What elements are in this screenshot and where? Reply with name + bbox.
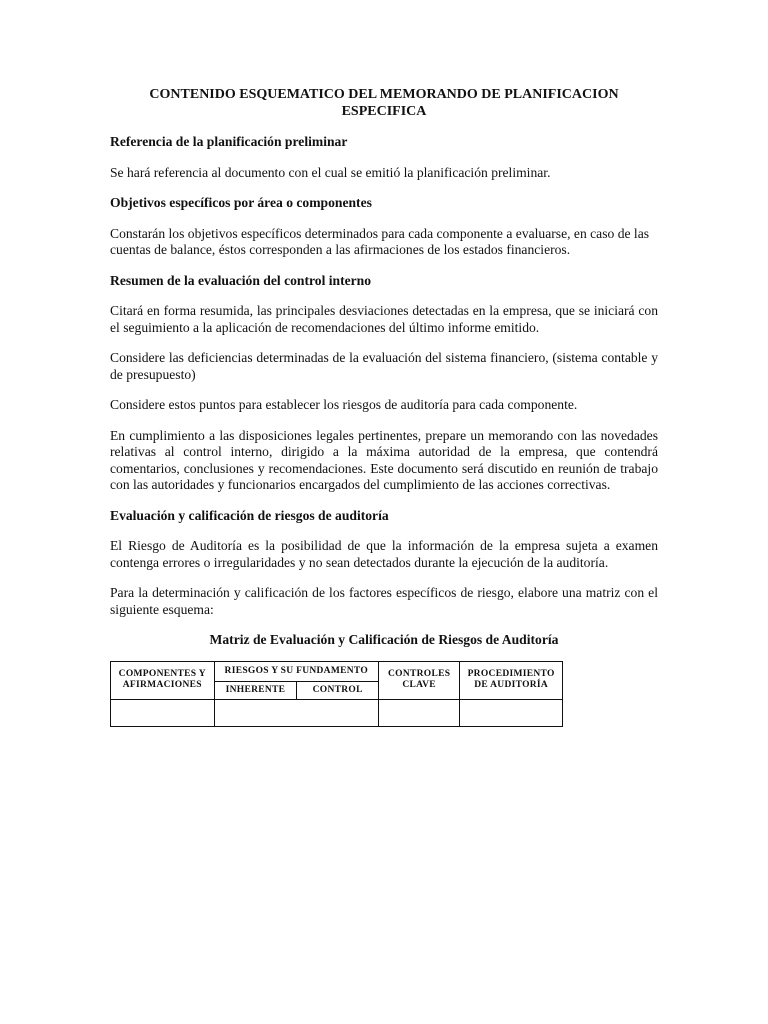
matrix-title: Matriz de Evaluación y Calificación de Riesgos de Auditoría	[209, 632, 559, 647]
section-heading-resumen: Resumen de la evaluación del control interno	[110, 272, 372, 288]
section-paragraph: El Riesgo de Auditoría es la posibilidad de que la información de la empresa sujeta a examen contenga errores o irregularidades y no sean detectados durante la ejecución de la auditoría.	[110, 538, 658, 570]
table-cell	[214, 699, 378, 726]
table-header-row	[111, 661, 563, 681]
section-heading-evaluacion: Evaluación y calificación de riesgos de auditoría	[110, 507, 389, 523]
header-control: CONTROL	[297, 681, 379, 699]
header-componentes: COMPONENTES Y AFIRMACIONES	[111, 661, 215, 699]
section-paragraph: Citará en forma resumida, las principales desviaciones detectadas en la empresa, que se iniciará con el seguimiento a la aplicación de recomendaciones del último informe emitido.	[110, 303, 658, 335]
section-paragraph: Considere estos puntos para establecer los riesgos de auditoría para cada componente.	[110, 397, 578, 412]
section-heading-referencia: Referencia de la planificación preliminar	[110, 134, 348, 149]
section-paragraph: Constarán los objetivos específicos determinados para cada componente a evaluarse, en caso de las cuentas de balance, éstos corresponden a las afirmaciones de los estados financieros.	[110, 225, 650, 257]
table-row	[111, 699, 563, 726]
header-procedimiento: PROCEDIMIENTO DE AUDITORÍA	[460, 661, 563, 699]
table-cell	[379, 699, 460, 726]
section-paragraph: Considere las deficiencias determinadas de la evaluación del sistema financiero, (sistema contable y de presupuesto)	[110, 350, 658, 382]
header-riesgos: RIESGOS Y SU FUNDAMENTO	[214, 661, 378, 681]
section-paragraph: En cumplimiento a las disposiciones legales pertinentes, prepare un memorando con las novedades relativas al control interno, dirigido a la máxima autoridad de la empresa, que contendrá comentarios, conclusiones y recomendaciones. Este documento será discutido en reunión de trabajo con las autoridades y funcionarios encargados del cumplimiento de las acciones correctivas.	[110, 427, 658, 492]
table-cell	[111, 699, 215, 726]
section-heading-objetivos: Objetivos específicos por área o componentes	[110, 195, 372, 210]
header-inherente: INHERENTE	[214, 681, 297, 699]
header-controles-clave: CONTROLES CLAVE	[379, 661, 460, 699]
section-paragraph: Para la determinación y calificación de los factores específicos de riesgo, elabore una matriz con el siguiente esquema:	[110, 585, 658, 617]
document-page	[110, 86, 658, 727]
risk-matrix-table	[110, 661, 563, 727]
document-title: CONTENIDO ESQUEMATICO DEL MEMORANDO DE PLANIFICACION ESPECIFICA	[149, 87, 619, 119]
section-paragraph: Se hará referencia al documento con el cual se emitió la planificación preliminar.	[110, 164, 551, 180]
table-cell	[460, 699, 563, 726]
